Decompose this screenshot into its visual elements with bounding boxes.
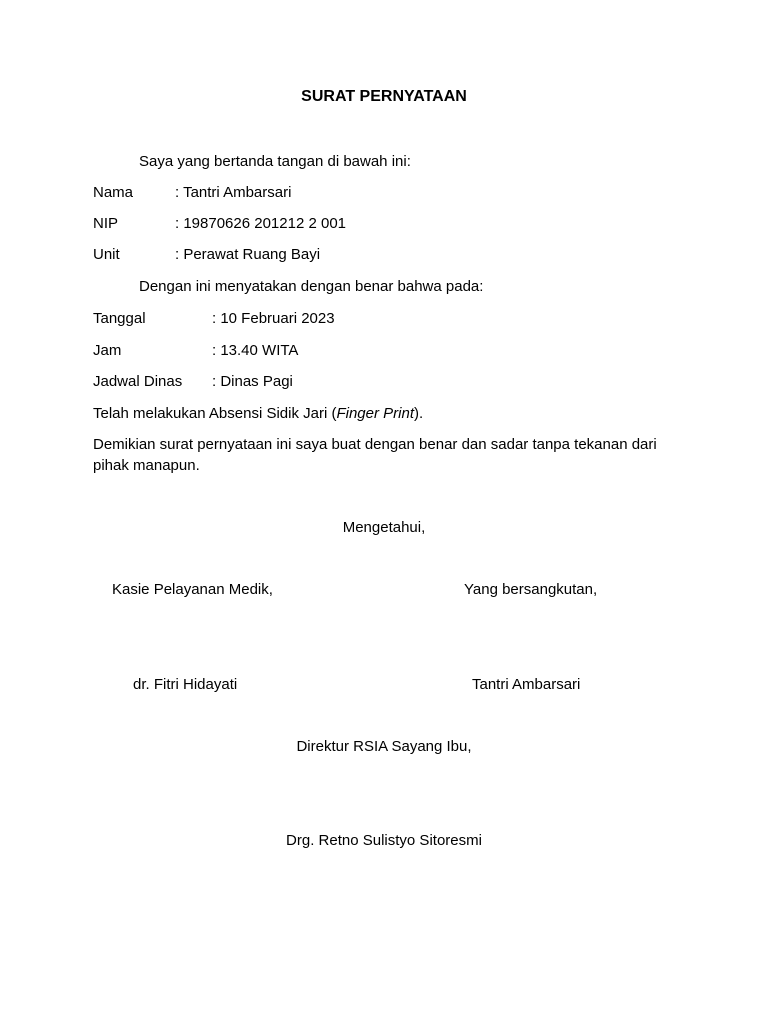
- nip-value: : 19870626 201212 2 001: [175, 215, 346, 232]
- right-signatory-role: Yang bersangkutan,: [464, 581, 598, 598]
- closing-paragraph: Demikian surat pernyataan ini saya buat dengan benar dan sadar tanpa tekanan dari pihak manapun.: [93, 436, 657, 474]
- attendance-italic: Finger Print: [336, 405, 414, 422]
- director-role: Direktur RSIA Sayang Ibu,: [296, 738, 472, 755]
- date-label: Tanggal: [93, 310, 146, 327]
- nip-label: NIP: [93, 215, 119, 232]
- attendance-statement: [93, 405, 423, 423]
- left-signatory-name: dr. Fitri Hidayati: [133, 676, 238, 693]
- shift-label: Jadwal Dinas: [93, 373, 183, 390]
- date-value: : 10 Februari 2023: [212, 310, 335, 327]
- time-label: Jam: [93, 342, 122, 359]
- left-signatory-role: Kasie Pelayanan Medik,: [112, 581, 273, 598]
- name-label: Nama: [93, 184, 134, 201]
- attendance-prefix: Telah melakukan Absensi Sidik Jari (: [93, 405, 337, 422]
- director-name: Drg. Retno Sulistyo Sitoresmi: [286, 832, 482, 849]
- document-title: SURAT PERNYATAAN: [301, 88, 467, 105]
- unit-label: Unit: [93, 246, 120, 263]
- name-value: : Tantri Ambarsari: [175, 184, 292, 201]
- attendance-suffix: ).: [413, 405, 424, 422]
- time-value: : 13.40 WITA: [212, 342, 299, 359]
- acknowledged-text: Mengetahui,: [342, 519, 426, 536]
- unit-value: : Perawat Ruang Bayi: [175, 246, 321, 263]
- statement-intro: Dengan ini menyatakan dengan benar bahwa pada:: [139, 278, 484, 295]
- shift-value: : Dinas Pagi: [212, 373, 293, 390]
- right-signatory-name: Tantri Ambarsari: [472, 676, 581, 693]
- intro-text: Saya yang bertanda tangan di bawah ini:: [139, 153, 411, 170]
